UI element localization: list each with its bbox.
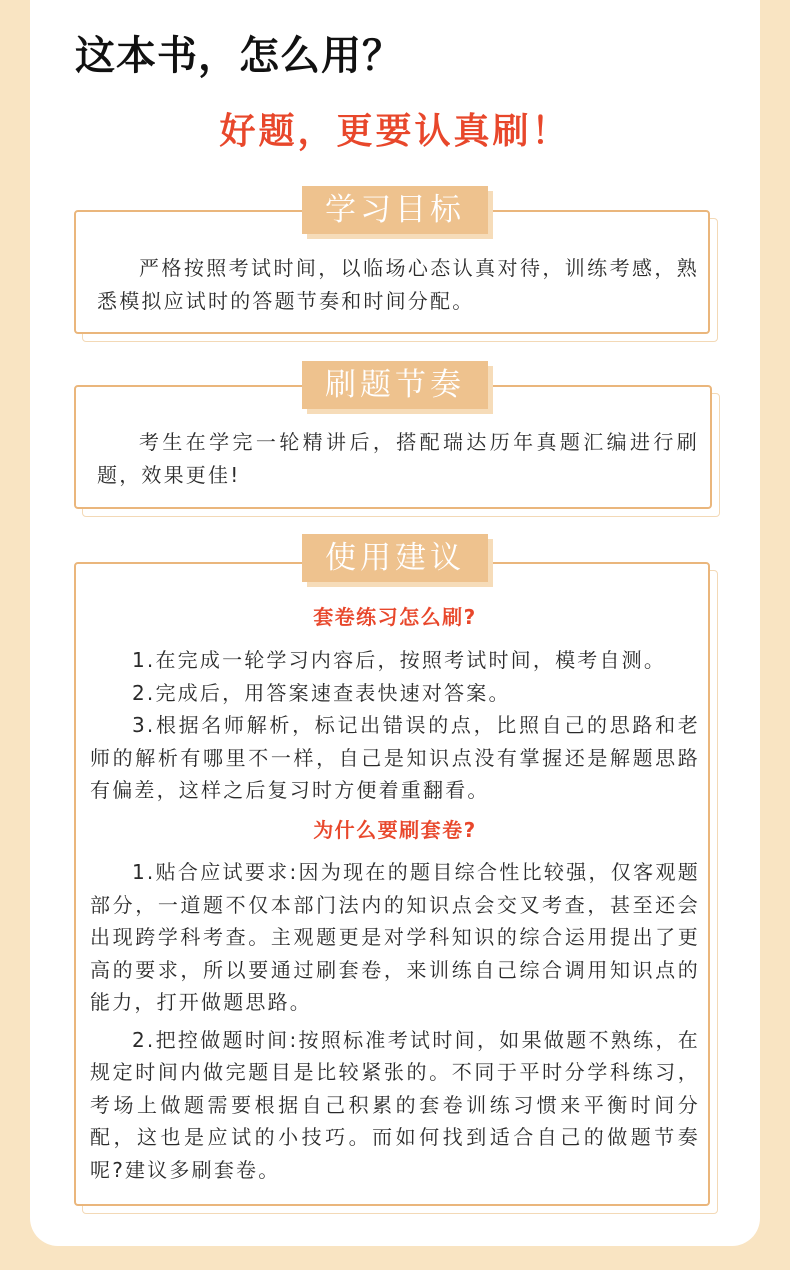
section-advice-label: 使用建议	[302, 534, 488, 582]
section-goal-text: 严格按照考试时间，以临场心态认真对待，训练考感，熟悉模拟应试时的答题节奏和时间分配。	[97, 256, 699, 313]
section-rhythm-label: 刷题节奏	[302, 361, 488, 409]
section-advice	[74, 562, 710, 1206]
advice-how-item: 2.完成后，用答案速查表快速对答案。	[132, 680, 511, 705]
section-goal-label: 学习目标	[302, 186, 488, 234]
section-advice-body	[90, 601, 700, 1186]
page-title: 这本书，怎么用？	[75, 33, 403, 79]
advice-how-item: 3.根据名师解析，标记出错误的点，比照自己的思路和老师的解析有哪里不一样，自己是知识点没有掌握还是解题思路有偏差，这样之后复习时方便着重翻看。	[90, 713, 700, 802]
section-goal-body	[97, 252, 699, 317]
advice-how-item: 1.在完成一轮学习内容后，按照考试时间，模考自测。	[132, 648, 667, 672]
section-rhythm-body	[97, 426, 699, 491]
page-subtitle: 好题，更要认真刷！	[219, 111, 571, 152]
advice-heading-how: 套卷练习怎么刷?	[313, 605, 477, 629]
advice-why-item: 1.贴合应试要求:因为现在的题目综合性比较强，仅客观题部分，一道题不仅本部门法内的知识点会交叉考查，甚至还会出现跨学科考查。主观题更是对学科知识的综合运用提出了更高的要求，所以要通过刷套卷，来训练自己综合调用知识点的能力，打开做题思路。	[90, 860, 700, 1014]
advice-heading-why: 为什么要刷套卷?	[313, 818, 477, 842]
advice-why-item: 2.把控做题时间:按照标准考试时间，如果做题不熟练，在规定时间内做完题目是比较紧张的。不同于平时分学科练习，考场上做题需要根据自己积累的套卷训练习惯来平衡时间分配，这也是应试的小技巧。而如何找到适合自己的做题节奏呢?建议多刷套卷。	[90, 1027, 700, 1182]
section-rhythm-text: 考生在学完一轮精讲后，搭配瑞达历年真题汇编进行刷题，效果更佳!	[97, 430, 699, 487]
